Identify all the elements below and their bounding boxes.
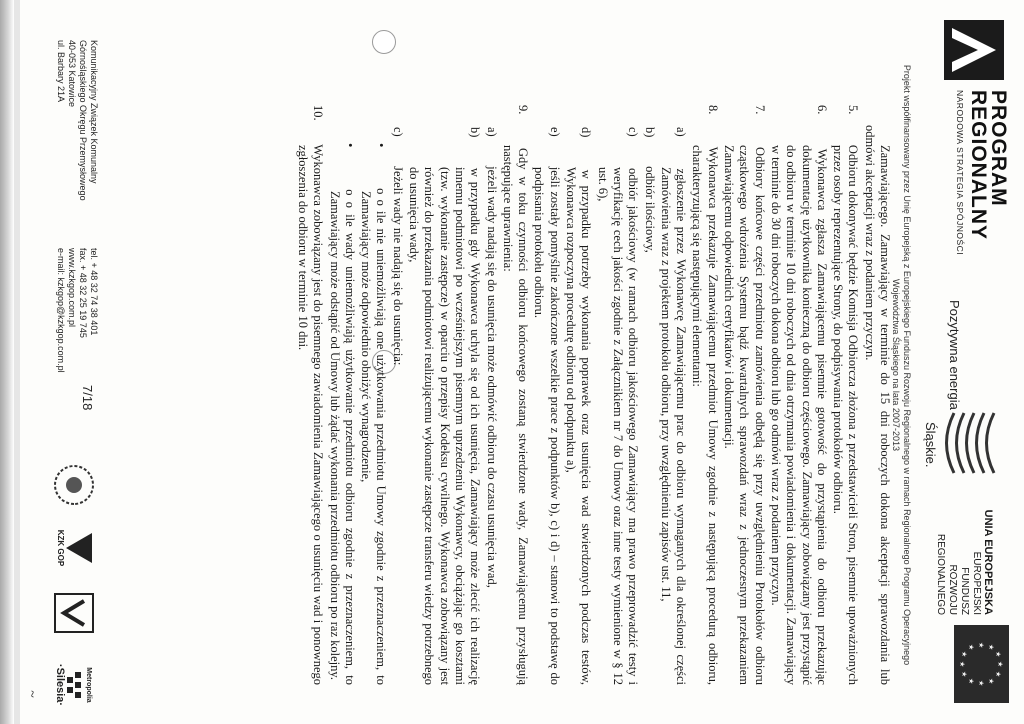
subitem-letter: a)	[674, 127, 689, 137]
item-number: 5.	[846, 105, 861, 115]
slogan: Pozytywna energia	[947, 300, 962, 410]
ue-fund-2: ROZWOJU REGIONALNEGO	[935, 533, 958, 615]
program-title-1: PROGRAM	[987, 90, 1010, 207]
slaskie-label: Śląskie.	[923, 422, 938, 468]
paragraph-text: Gdy w toku czynności odbioru końcowego zostaną stwierdzone wady, Zamawiającemu przysługują następujące uprawnienia:	[500, 145, 531, 686]
svg-text:★: ★	[967, 678, 975, 685]
subitem-letter: b)	[642, 127, 657, 138]
subitem-text: jeśli zostały pomyślnie zakończone wszelkie prace z podpunktów b), c) i d) – stanowi to podstawę do podpisania protokołu odbioru.	[532, 166, 562, 685]
paragraph-text: Odbiory końcowe części przedmiotu zamówienia odbędą się przy uwzględnieniu Protokołów odbioru cząstkowego wdrożenia Systemu bądź kwartalnych sprawozdań wraz z jednoczesnym przekazaniem Zamawiającemu odpowiednich certyfikatów i dokumentacji.	[722, 145, 767, 686]
subitem-9a	[483, 125, 498, 685]
subitem-8d	[563, 125, 594, 685]
kzk-gop-logo	[49, 518, 99, 578]
fax-number: fax. + 48 32 25 19 745	[78, 248, 88, 338]
program-regionalny-logo	[944, 20, 1004, 80]
address-line: 40-053 Katowice	[67, 40, 77, 108]
paragraph-text: Wykonawca zobowiązany jest do pisemnego zawiadomienia Zamawiającego o usunięciu wad i ponownego zgłoszenia do odbioru w terminie 10 dni.	[296, 144, 326, 685]
paragraph-5	[830, 105, 861, 685]
subitem-text: Jeżeli wady nie nadają się do usunięcia:	[390, 166, 405, 366]
eu-flag-icon	[954, 625, 1009, 703]
silesia-label: ·Silesia·	[54, 663, 66, 707]
metropolia-label: Metropolia	[85, 667, 92, 703]
subitem-text: odbiór ilościowy,	[642, 166, 657, 253]
scan-edge	[14, 0, 20, 724]
paragraph-9	[500, 105, 531, 686]
svg-text:★: ★	[960, 651, 968, 658]
svg-text:★: ★	[977, 680, 985, 687]
footer-contact	[55, 248, 99, 373]
program-subtitle: NARODOWA STRATEGIA SPÓJNOŚCI	[955, 90, 965, 256]
subitem-8a	[658, 125, 689, 685]
subitem-8b	[641, 125, 656, 685]
bullet-text: o ile wady uniemożliwiają użytkowanie przedmiotu odbioru zgodnie z przeznaczeniem, to Zamawiający może odstąpić od Umowy lub żądać wykonania przedmiotu odbioru po raz kolejny.	[327, 191, 357, 686]
footer-logos	[39, 460, 99, 720]
transport-logo	[49, 588, 99, 638]
paragraph-6	[768, 105, 829, 685]
seal-icon	[52, 463, 96, 507]
program-regionalny-text	[955, 90, 1008, 255]
svg-text:★: ★	[960, 671, 968, 678]
svg-text:★: ★	[996, 661, 1004, 668]
kzk-gop-icon	[67, 533, 93, 563]
paragraph-10	[295, 105, 326, 685]
subitem-letter: e)	[547, 127, 562, 137]
address-line: Górnośląskiego Okręgu Przemysłowego	[78, 40, 88, 201]
ue-title: UNIA EUROPEJSKA	[982, 509, 994, 615]
subitem-text: zgłoszenie przez Wykonawcę Zamawiającemu prac do odbioru wymaganych dla określonej części Zamówienia wraz z projektem protokołu odbioru, przy uwzględnieniu zapisów ust. 11,	[658, 167, 689, 686]
subitem-letter: d)	[579, 127, 594, 138]
item-number: 9.	[516, 105, 531, 115]
slaskie-wave-logo	[934, 408, 1004, 478]
intro-text: Zamawiającego. Zamawiający w terminie do 15 dni roboczych dokona akceptacji sprawozdania lub odmówi akceptacji wraz z podaniem przyczyn.	[862, 125, 892, 685]
punch-hole	[372, 30, 396, 54]
letterhead	[914, 0, 1024, 724]
kzk-gop-label: KZK GOP	[56, 529, 66, 567]
phone-number: tel. + 48 32 74 38 401	[89, 248, 99, 336]
item-number: 6.	[814, 105, 829, 115]
bullet-text: o ile nie uniemożliwiają one użytkowania przedmiotu Umowy zgodnie z przeznaczeniem, to Zamawiający może odpowiednio obniżyć wynagrodzenie,	[359, 191, 389, 685]
paragraph-text: Odbioru dokonywać będzie Komisja Odbiorcza złożona z przedstawicieli Stron, pisemnie upoważnionych przez osoby reprezentujące Strony, do podpisywania protokołów odbioru.	[831, 144, 861, 685]
subitem-letter: c)	[390, 127, 405, 137]
subitem-text: w przypadku gdy Wykonawca uchyla się od ich usunięcia, Zamawiający może zlecić ich realizację innemu podmiotowi po wcześniejszym pisemnym uprzedzeniu Wykonawcy, obciążając go kosztami (tzw. wykonanie zastępcze) w oparciu o przepisy Kodeksu cywilnego. Wykonawca zobowiązany jest również do przekazania podmiotowi realizującemu wykonanie zastępcze transferu wiedzy potrzebnego do usunięcia wady,	[407, 167, 483, 685]
transport-icon	[54, 593, 94, 633]
paragraph-text: Wykonawca przekazuje Zamawiającemu przedmiot Umowy zgodnie z następującą procedurą odbioru, charakteryzującą się następującymi elementami:	[690, 145, 720, 685]
svg-text:★: ★	[987, 644, 995, 651]
subitem-letter: c)	[626, 127, 641, 137]
item-number: 10.	[311, 105, 326, 121]
item-number: 8.	[705, 105, 720, 115]
paragraph-8	[689, 105, 720, 685]
bullet-item: • o o ile wady uniemożliwiają użytkowanie przedmiotu odbioru zgodnie z przeznaczeniem, to Zamawiający może odstąpić od Umowy lub żądać wykonania przedmiotu odbioru po raz kolejny.	[327, 143, 357, 686]
scan-shadow	[0, 0, 14, 724]
program-title-2: REGIONALNY	[967, 90, 990, 241]
subitem-9b	[406, 125, 482, 685]
svg-text:★: ★	[987, 678, 995, 685]
bullet-item: • o o ile nie uniemożliwiają one użytkowania przedmiotu Umowy zgodnie z przeznaczeniem, to Zamawiający może odpowiednio obniżyć wynagrodzenie,	[359, 143, 389, 685]
subitem-letter: b)	[468, 127, 483, 138]
signature-mark: ~	[24, 690, 39, 698]
svg-text:★: ★	[994, 651, 1002, 658]
bullet-icon: •	[342, 143, 357, 148]
svg-text:★: ★	[958, 661, 966, 668]
subitem-text: jeżeli wady nadają się do usunięcia może odmówić odbioru do czasu usunięcia wad,	[484, 166, 499, 588]
subitem-8c	[594, 125, 640, 685]
footer	[29, 40, 99, 710]
page-number: 7/18	[80, 385, 95, 411]
website-link[interactable]: www.kzkgop.com.pl	[67, 248, 77, 328]
email-link[interactable]: e-mail: kzkgop@kzkgop.com.pl	[56, 248, 66, 373]
subitem-letter: a)	[484, 127, 499, 137]
subitem-9c	[390, 125, 405, 685]
ue-fund: EUROPEJSKI FUNDUSZ	[959, 551, 982, 615]
svg-text:★: ★	[977, 642, 985, 649]
subitem-text: odbiór jakościowy (w ramach odbioru jakościowego Zamawiający ma prawo przeprowadzić testy i weryfikację cech jakości zgodnie z Załącznikiem nr 7 do Umowy oraz inne testy wymienione w § 12 ust. 6),	[595, 167, 641, 685]
paragraph-7	[721, 105, 767, 686]
subitem-text: w przypadku potrzeby wykonania poprawek oraz usunięcia wad stwierdzonych podczas testów, Wykonawca rozpoczyna procedurę odbioru od podpunktu a),	[564, 167, 594, 685]
intro-paragraph	[861, 125, 892, 685]
silesia-icon	[65, 670, 83, 700]
paragraph-text: Wykonawca zgłasza Zamawiającemu pisemnie gotowość do przystąpienia do odbioru przekazując dokumentację użytkownika konieczną do odbioru częściowego. Zamawiający zobowiązany jest przystąpić do odbioru w terminie 10 dni roboczych od dnia otrzymania powiadomienia i dokumentacji. Zamawiający w terminie do 30 dni roboczych dokona odbioru lub go odmówi wraz z podaniem przyczyn.	[768, 145, 829, 685]
svg-text:★: ★	[994, 671, 1002, 678]
address-line: Komunikacyjny Związek Komunalny	[89, 40, 99, 184]
footer-address	[55, 40, 99, 201]
svg-text:★: ★	[967, 644, 975, 651]
silesia-logo	[49, 650, 99, 720]
seal-logo	[49, 460, 99, 510]
project-note: Projekt współfinansowany przez Unię Europejską z Europejskiego Funduszu Rozwoju Regionalnego w ramach Regionalnego Programu Operacyjnego Województwa Śląskiego na lata 2007-2013	[891, 64, 912, 666]
document-body	[294, 105, 892, 686]
ue-text-block	[934, 505, 994, 615]
bullet-icon: •	[374, 143, 389, 148]
item-number: 7.	[752, 105, 767, 115]
subitem-8e	[531, 125, 562, 685]
address-line: ul. Barbary 21A	[56, 40, 66, 103]
